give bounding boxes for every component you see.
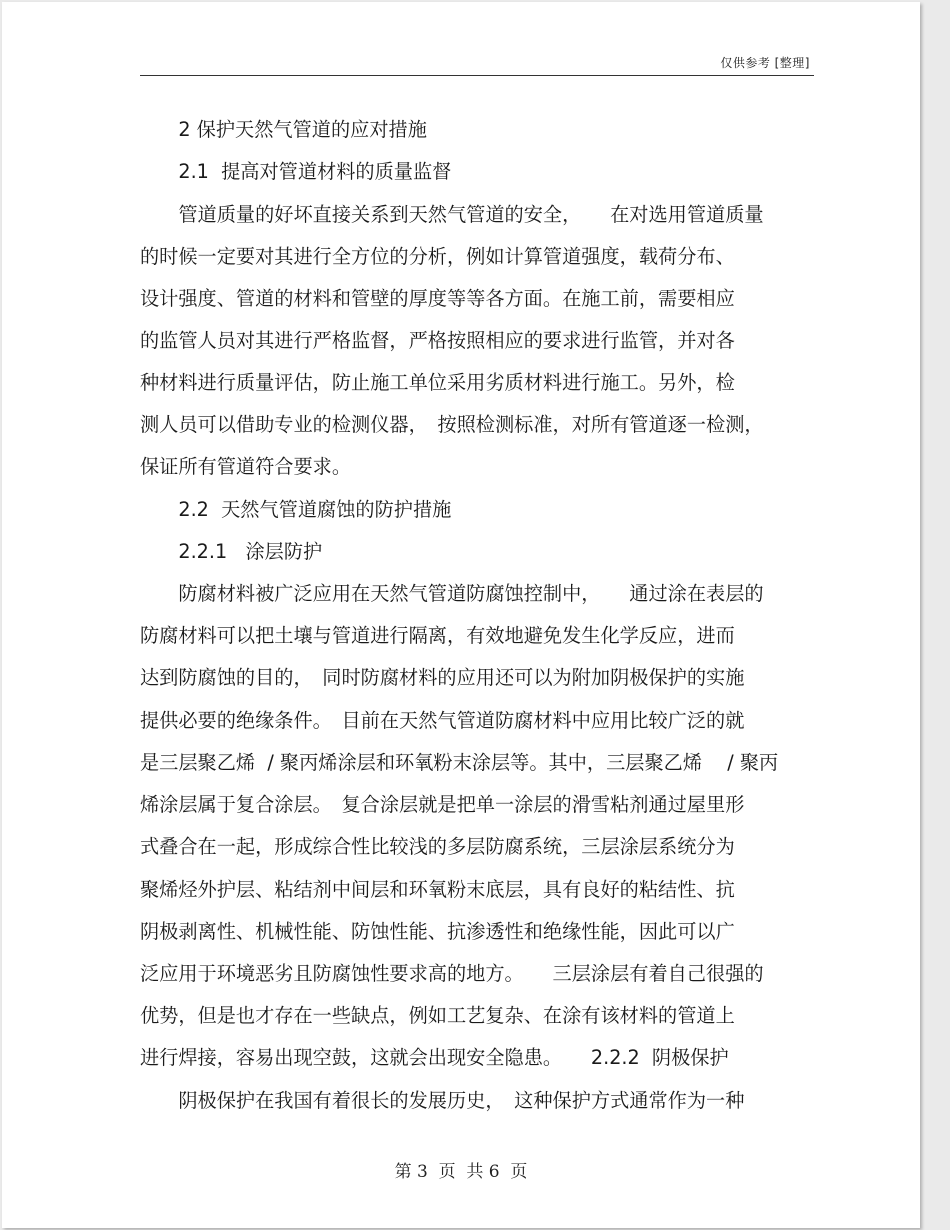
heading-2: 2 保护天然气管道的应对措施: [140, 118, 427, 141]
paragraph-line: 优势，但是也才存在一些缺点，例如工艺复杂、在涂有该材料的管道上: [140, 1004, 735, 1027]
paragraph-line: 是三层聚乙烯 / 聚丙烯涂层和环氧粉末涂层等。其中，三层聚乙烯 / 聚丙: [140, 751, 779, 774]
paragraph-line: 测人员可以借助专业的检测仪器， 按照检测标准，对所有管道逐一检测，: [140, 413, 764, 436]
paragraph-line: 烯涂层属于复合涂层。 复合涂层就是把单一涂层的滑雪粘剂通过屋里形: [140, 793, 745, 816]
heading-2-1: 2.1 提高对管道材料的质量监督: [140, 160, 452, 183]
paragraph-line: 防腐材料可以把土壤与管道进行隔离，有效地避免发生化学反应，进而: [140, 624, 735, 647]
heading-2-2-1: 2.2.1 涂层防护: [140, 540, 323, 563]
paragraph-line: 进行焊接，容易出现空鼓，这就会出现安全隐患。 2.2.2 阴极保护: [140, 1046, 729, 1069]
paragraph-line: 阴极保护在我国有着很长的发展历史， 这种保护方式通常作为一种: [140, 1089, 745, 1112]
paragraph-line: 阴极剥离性、机械性能、防蚀性能、抗渗透性和绝缘性能，因此可以广: [140, 920, 735, 943]
paragraph-line: 聚烯烃外护层、粘结剂中间层和环氧粉末底层，具有良好的粘结性、抗: [140, 878, 735, 901]
heading-2-2: 2.2 天然气管道腐蚀的防护措施: [140, 498, 452, 521]
paragraph-line: 种材料进行质量评估，防止施工单位采用劣质材料进行施工。另外，检: [140, 371, 735, 394]
paragraph-line: 的时候一定要对其进行全方位的分析，例如计算管道强度，载荷分布、: [140, 245, 735, 268]
paragraph-line: 式叠合在一起，形成综合性比较浅的多层防腐系统，三层涂层系统分为: [140, 835, 735, 858]
paragraph-line: 提供必要的绝缘条件。 目前在天然气管道防腐材料中应用比较广泛的就: [140, 709, 745, 732]
page-number: 第 3 页 共 6 页: [394, 1162, 528, 1182]
paragraph-line: 保证所有管道符合要求。: [140, 455, 352, 478]
paragraph-line: 的监管人员对其进行严格监督，严格按照相应的要求进行监管，并对各: [140, 329, 735, 352]
paragraph-line: 设计强度、管道的材料和管壁的厚度等等各方面。在施工前，需要相应: [140, 287, 735, 310]
header-divider: [140, 75, 814, 76]
paragraph-line: 达到防腐蚀的目的， 同时防腐材料的应用还可以为附加阴极保护的实施: [140, 666, 745, 689]
paragraph-line: 防腐材料被广泛应用在天然气管道防腐蚀控制中， 通过涂在表层的: [140, 582, 764, 605]
header-note: 仅供参考 [整理]: [720, 56, 810, 70]
paragraph-line: 管道质量的好坏直接关系到天然气管道的安全， 在对选用管道质量: [140, 203, 764, 226]
paragraph-line: 泛应用于环境恶劣且防腐蚀性要求高的地方。 三层涂层有着自己很强的: [140, 962, 764, 985]
document-page: [2, 2, 920, 1228]
